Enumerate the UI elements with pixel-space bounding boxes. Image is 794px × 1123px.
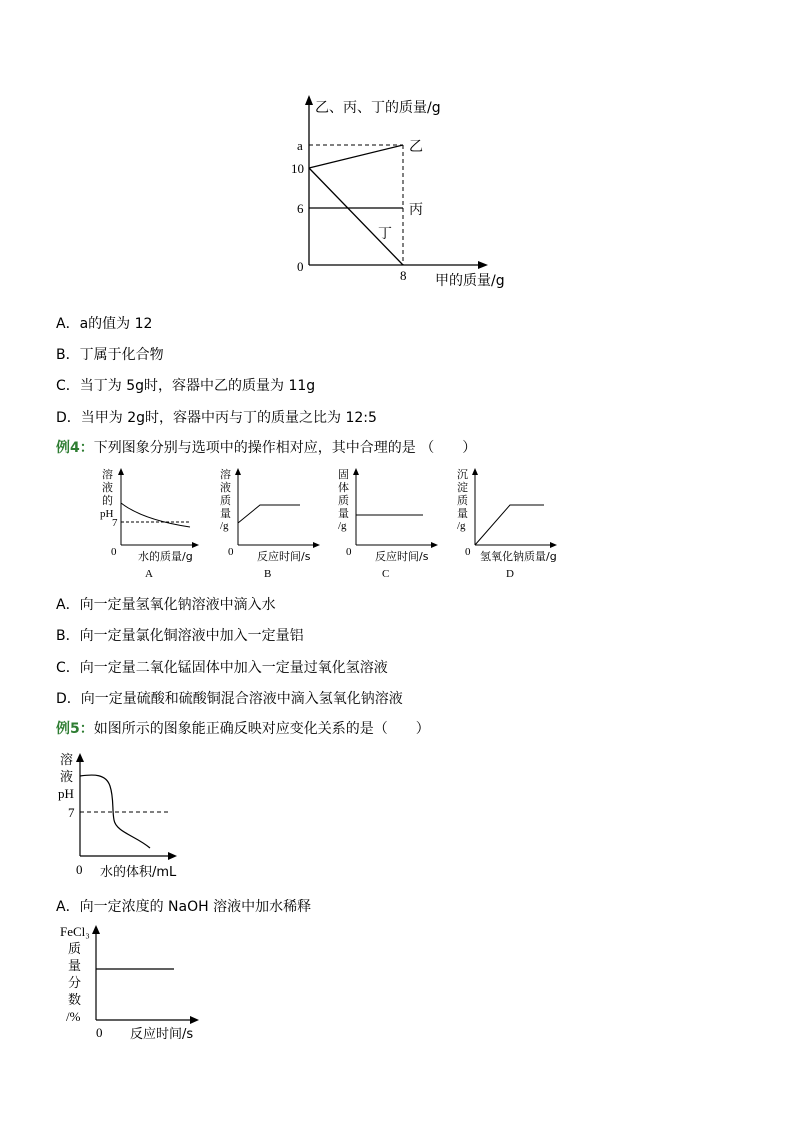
fecl3-ylabel-2: 质 bbox=[68, 942, 82, 957]
graph-d-ylabel-3: 质 bbox=[457, 494, 468, 507]
graph-d-curve bbox=[475, 505, 544, 545]
ph-ylabel-1: 溶 bbox=[60, 753, 74, 768]
graph-c-ylabel-2: 体 bbox=[338, 481, 349, 494]
fecl3-xlabel: 反应时间/s bbox=[130, 1027, 194, 1042]
ex5-option-a: A．向一定浓度的 NaOH 溶液中加水稀释 bbox=[56, 899, 312, 915]
ex4-question-line bbox=[56, 437, 476, 457]
ph-ylabel-2: 液 bbox=[60, 770, 74, 785]
graph-c-ylabel-4: 量 bbox=[338, 507, 349, 520]
graph-b-y-arrow bbox=[235, 468, 241, 475]
graph-d-ylabel-2: 淀 bbox=[457, 481, 468, 494]
graph-d-caption: D bbox=[506, 568, 514, 580]
fecl3-y-arrow bbox=[92, 925, 100, 934]
fecl3-origin: 0 bbox=[96, 1025, 103, 1040]
x-tick-8: 8 bbox=[400, 268, 407, 283]
graph-a-origin: 0 bbox=[111, 546, 117, 558]
graph-b-ylabel-5: /g bbox=[220, 520, 229, 532]
graph-c bbox=[333, 465, 443, 585]
ph-xlabel: 水的体积/mL bbox=[100, 865, 177, 880]
y-tick-a: a bbox=[297, 138, 303, 153]
series-yi bbox=[309, 145, 403, 168]
ph-ylabel-3: pH bbox=[58, 786, 74, 801]
graph-a-ylabel-4: pH bbox=[100, 508, 114, 520]
graph-a-caption: A bbox=[145, 568, 153, 580]
graph-c-origin: 0 bbox=[346, 546, 352, 558]
graph-c-y-arrow bbox=[353, 468, 359, 475]
ex4-question: 下列图象分别与选项中的操作相对应，其中合理的是 （ ） bbox=[93, 440, 477, 456]
y-tick-6: 6 bbox=[297, 201, 304, 216]
graph-d bbox=[452, 465, 572, 585]
graph-b-curve bbox=[238, 505, 300, 523]
fecl3-ylabel-4: 分 bbox=[68, 976, 82, 991]
q3-option-d: D．当甲为 2g时，容器中丙与丁的质量之比为 12:5 bbox=[56, 410, 377, 426]
graph-b bbox=[215, 465, 325, 585]
ex5-question-line bbox=[56, 718, 430, 738]
graph-d-x-arrow bbox=[550, 542, 557, 548]
label-yi: 乙 bbox=[409, 139, 423, 155]
graph-d-ylabel-4: 量 bbox=[457, 507, 468, 520]
graph-b-caption: B bbox=[264, 568, 272, 580]
graph-a bbox=[98, 465, 208, 585]
q3-option-c: C．当丁为 5g时，容器中乙的质量为 11g bbox=[56, 378, 316, 394]
graph-d-ylabel-1: 沉 bbox=[457, 468, 468, 481]
ex4-option-c: C．向一定量二氧化锰固体中加入一定量过氧化氢溶液 bbox=[56, 660, 388, 676]
graph-b-ylabel-2: 液 bbox=[220, 481, 231, 494]
fecl3-ylabel-3: 量 bbox=[68, 959, 82, 974]
label-ding: 丁 bbox=[378, 226, 392, 242]
graph-c-ylabel-1: 固 bbox=[338, 468, 349, 481]
q3-option-a: A．a的值为 12 bbox=[56, 316, 153, 332]
ex4-option-d: D．向一定量硫酸和硫酸铜混合溶液中滴入氢氧化钠溶液 bbox=[56, 691, 403, 707]
graph-b-ylabel-1: 溶 bbox=[220, 468, 231, 481]
series-ding bbox=[309, 168, 403, 265]
graph-c-caption: C bbox=[382, 568, 390, 580]
graph-d-xlabel: 氢氧化钠质量/g bbox=[480, 550, 557, 563]
fecl3-graph bbox=[52, 920, 212, 1045]
graph-a-y-arrow bbox=[118, 468, 124, 475]
graph-b-xlabel: 反应时间/s bbox=[257, 550, 311, 563]
graph-a-curve bbox=[121, 503, 190, 527]
ex5-label: 例5： bbox=[56, 721, 94, 737]
mass-graph bbox=[280, 90, 530, 290]
y-tick-10: 10 bbox=[291, 161, 304, 176]
graph-c-ylabel-3: 质 bbox=[338, 494, 349, 507]
fecl3-x-arrow bbox=[190, 1016, 199, 1024]
y-axis-arrow bbox=[305, 95, 313, 105]
fecl3-ylabel-5: 数 bbox=[68, 993, 82, 1008]
graph-a-xlabel: 水的质量/g bbox=[138, 550, 193, 563]
graph-d-y-arrow bbox=[472, 468, 478, 475]
graph-a-ylabel-3: 的 bbox=[102, 494, 113, 507]
ex5-question: 如图所示的图象能正确反映对应变化关系的是（ ） bbox=[93, 721, 430, 737]
graph-b-ylabel-3: 质 bbox=[220, 494, 231, 507]
q3-option-b: B．丁属于化合物 bbox=[56, 347, 164, 363]
graph-b-x-arrow bbox=[313, 542, 320, 548]
ph-graph bbox=[52, 748, 192, 883]
fecl3-ylabel-6: /% bbox=[66, 1009, 81, 1024]
graph-d-origin: 0 bbox=[465, 546, 471, 558]
origin-label: 0 bbox=[297, 259, 304, 274]
ex4-option-a: A．向一定量氢氧化钠溶液中滴入水 bbox=[56, 597, 276, 613]
label-bing: 丙 bbox=[409, 202, 423, 218]
fecl3-ylabel-1: FeCl₃ bbox=[60, 924, 90, 939]
graph-c-ylabel-5: /g bbox=[338, 520, 347, 532]
x-axis-label: 甲的质量/g bbox=[435, 273, 505, 289]
graph-a-x-arrow bbox=[192, 542, 199, 548]
graph-c-x-arrow bbox=[431, 542, 438, 548]
graph-a-tick7: 7 bbox=[112, 517, 118, 529]
graph-a-ylabel-2: 液 bbox=[102, 481, 113, 494]
graph-b-ylabel-4: 量 bbox=[220, 507, 231, 520]
ex4-label: 例4： bbox=[56, 440, 94, 456]
x-axis-arrow bbox=[478, 261, 488, 269]
ph-tick7: 7 bbox=[68, 805, 75, 820]
graph-a-ylabel-1: 溶 bbox=[102, 468, 113, 481]
ph-origin: 0 bbox=[76, 862, 83, 877]
y-axis-label: 乙、丙、丁的质量/g bbox=[315, 100, 441, 116]
ph-x-arrow bbox=[168, 852, 177, 860]
graph-d-ylabel-5: /g bbox=[457, 520, 466, 532]
ex4-option-b: B．向一定量氯化铜溶液中加入一定量铝 bbox=[56, 628, 304, 644]
ph-y-arrow bbox=[76, 753, 84, 762]
graph-c-xlabel: 反应时间/s bbox=[375, 550, 429, 563]
graph-b-origin: 0 bbox=[228, 546, 234, 558]
